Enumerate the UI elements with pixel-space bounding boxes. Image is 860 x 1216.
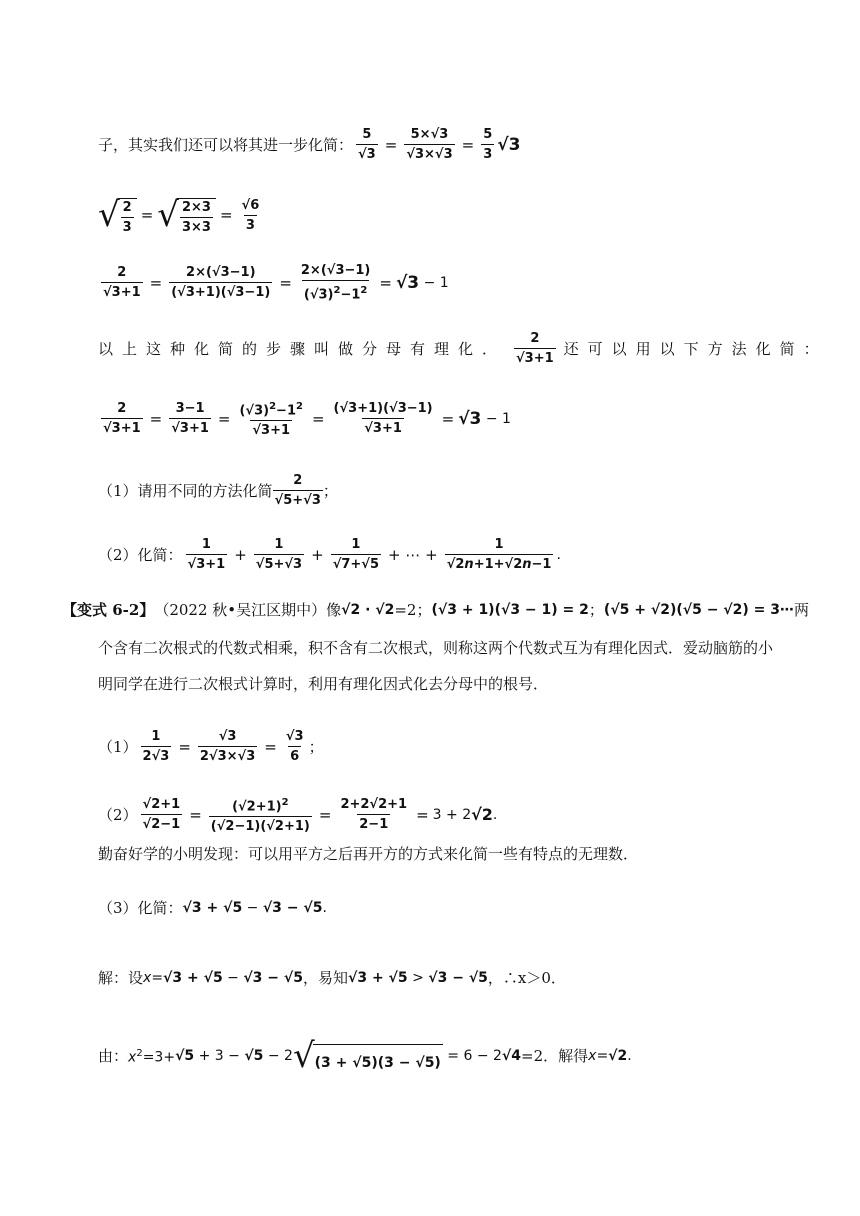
note-text: 以上这种化简的步骤叫做分母有理化． [98, 339, 507, 358]
q2-text: （2）化简： [98, 545, 183, 564]
derivation-line: 由： $x^2=3+$ √5 + 3 − √5 − 2 √ (3 + √5)(3 − √5) = 6 − 2 √4 =2．解得 x= √2 . [98, 1036, 632, 1076]
solution-tail: ，∴x＞0． [487, 969, 566, 987]
variant-heading: 【变式 6-2】 （2022 秋•吴江区期中）像 √2 · √2 =2； (√3 + 1)(√3 − 1) = 2 ； (√5 + √2)(√5 − √2) = 3⋯ 两 [62, 601, 810, 619]
rationalize-line-1: $\frac{2}{√3+1}$ = $\frac{2\times(√3-1)}{(√3+1)(√3-1)}$ = $\frac{2\times(√3-1)}{(√3)^2-1^2}$ = √3 − 1 [103, 263, 449, 303]
fraction: $\frac{5}{3}$ [483, 127, 493, 162]
intro-text: 子，其实我们还可以将其进一步化简： [98, 135, 354, 154]
solution-mid: ，易知 [302, 969, 348, 987]
variant-text-b: ； [588, 601, 604, 619]
rationalize-note-line: 以上这种化简的步骤叫做分母有理化． $\frac{2}{√3+1}$ 还可以用以下方法化简： [98, 331, 828, 366]
fraction: $\frac{5\times√3}{√3\times√3}$ [406, 127, 453, 162]
variant-text-a: =2； [394, 601, 432, 619]
q1-end: ； [322, 481, 338, 500]
observation-text: 勤奋好学的小明发现：可以用平方之后再开方的方式来化简一些有特点的无理数． [98, 845, 639, 863]
question-1: （1）请用不同的方法化简 $\frac{2}{√5+√3}$ ； [98, 473, 338, 508]
variant-text-c: 两 [794, 601, 810, 619]
question-2: （2）化简： $\frac{1}{√3+1}$ + $\frac{1}{√5+√3}$ + $\frac{1}{√7+√5}$ + ⋯ + $\frac{1}{√2n+1+√2n-1}$ . [98, 537, 561, 572]
rationalize-line-2: $\frac{2}{√3+1}$ = $\frac{3-1}{√3+1}$ = $\frac{(√3)^2-1^2}{√3+1}$ = $\frac{(√3+1)(√3-1)}{√3+1}$ = √3 − 1 [103, 401, 511, 439]
variant-text: 个含有二次根式的代数式相乘，积不含有二次根式，则称这两个代数式互为有理化因式．爱动脑筋的小 [98, 639, 774, 657]
variant-line-3 [98, 674, 548, 694]
solution-line: 解：设 x= √3 + √5 − √3 − √5 ，易知 √3 + √5 > √3 − √5 ，∴x＞0． [98, 969, 566, 987]
variant-question-3: （3）化简： √3 + √5 − √3 − √5 . [98, 899, 327, 917]
variant-example-2: （2） $\frac{√2+1}{√2-1}$ = $\frac{(√2+1)^2}{(√2-1)(√2+1)}$ = $\frac{2+2√2+1}{2-1}$ = 3 + 2 √2 . [98, 797, 498, 835]
variant-line-2 [98, 638, 773, 658]
v3-label: （3）化简： [98, 899, 183, 917]
note-tail: 还可以用以下方法化简： [563, 339, 828, 358]
v2-label: （2） [98, 805, 138, 824]
intro-line: 子，其实我们还可以将其进一步化简： $\frac{5}{√3}$ = $\frac{5\times√3}{√3\times√3}$ = $\frac{5}{3}$ √3 [98, 127, 521, 162]
v1-label: （1） [98, 737, 138, 756]
by-prefix: 由： [98, 1047, 129, 1065]
q1-text: （1）请用不同的方法化简 [98, 481, 273, 500]
observation-line [98, 844, 638, 864]
solution-prefix: 解：设 [98, 969, 144, 987]
variant-source: （2022 秋•吴江区期中）像 [154, 601, 342, 619]
variant-text: 明同学在进行二次根式计算时，利用有理化因式化去分母中的根号． [98, 675, 549, 693]
sqrt-fraction-line: √ $\frac{2}{3}$ = √ $\frac{2\times 3}{3\times 3}$ = $\frac{√6}{3}$ [98, 195, 260, 235]
variant-example-1: （1） $\frac{1}{2√3}$ = $\frac{√3}{2√3\times√3}$ = $\frac{√3}{6}$ ； [98, 729, 324, 764]
fraction: $\frac{5}{√3}$ [358, 127, 376, 162]
by-mid: =2．解得 [521, 1047, 589, 1065]
variant-tag: 【变式 6-2】 [62, 601, 155, 619]
